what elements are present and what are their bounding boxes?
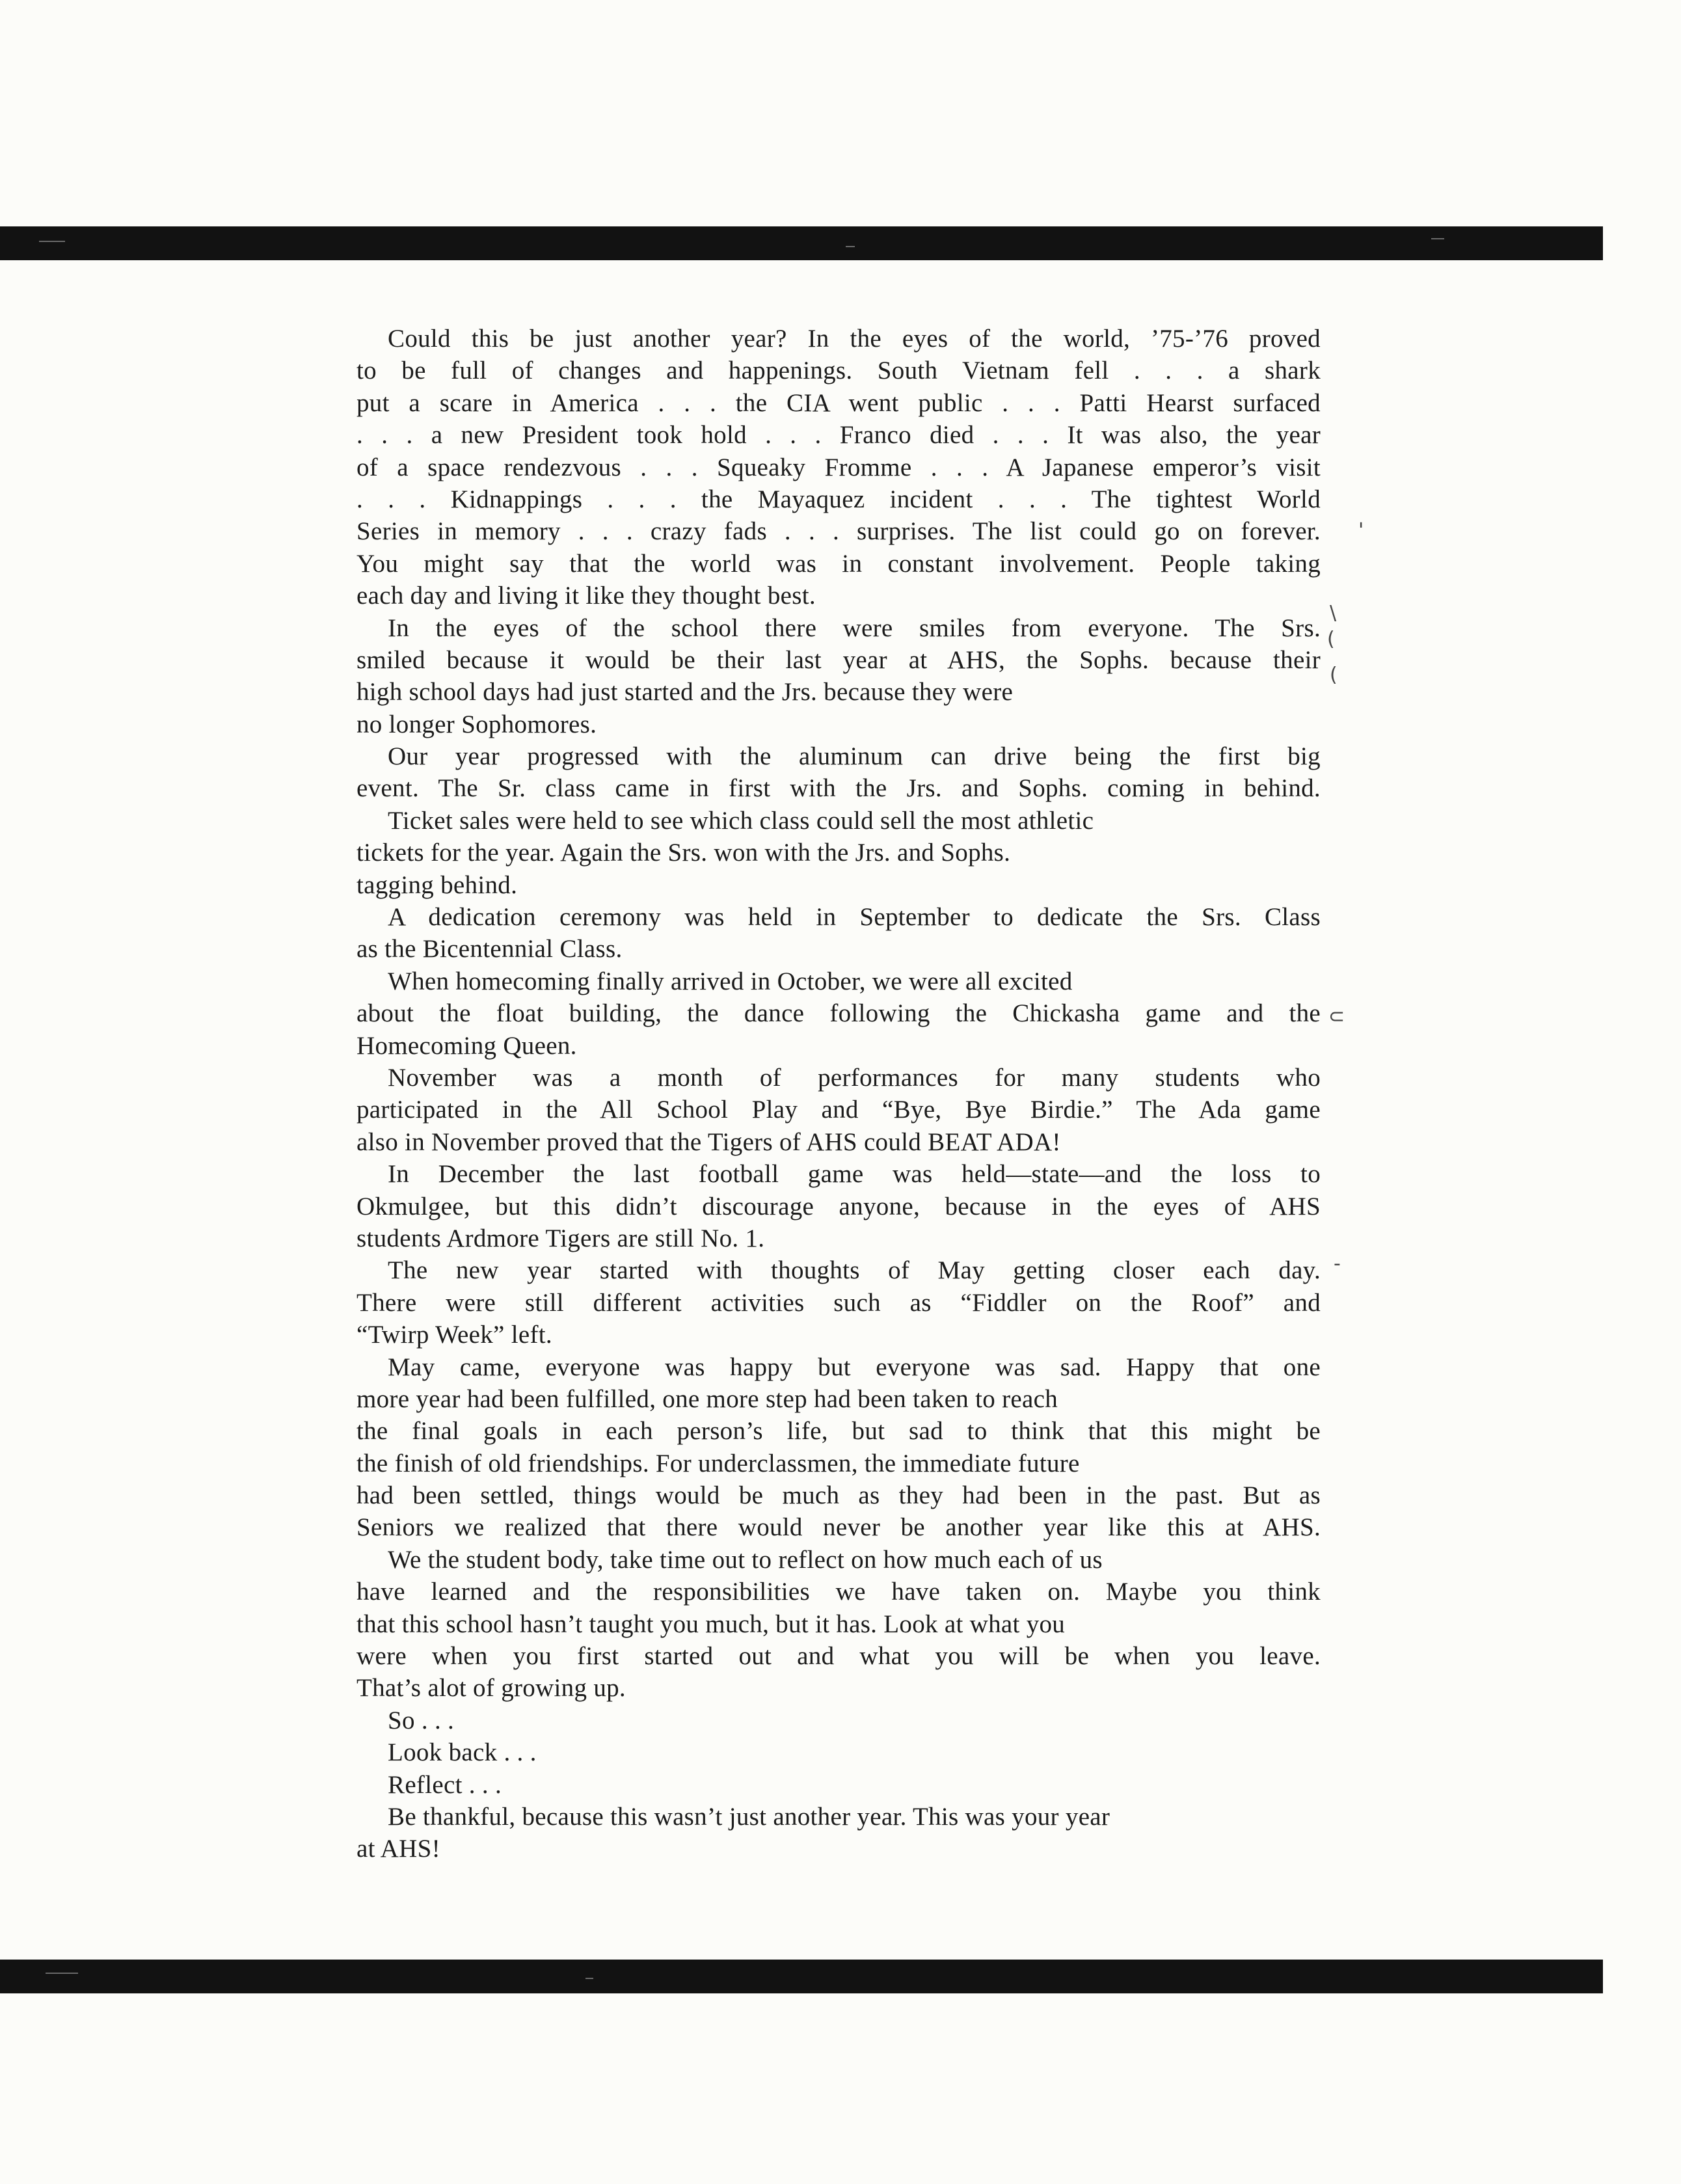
top-black-bar [0, 226, 1603, 260]
text-line: tagging behind. [356, 870, 518, 899]
text-line: event. The Sr. class came in first with the Jrs. and Sophs. coming in behind. [356, 774, 1321, 803]
text-line: more year had been fulfilled, one more step had been taken to reach [356, 1384, 1058, 1413]
text-line: the final goals in each person’s life, but sad to think that this might be [356, 1417, 1321, 1446]
text-line: Seniors we realized that there would never be another year like this at AHS. [356, 1513, 1321, 1542]
text-line: Ticket sales were held to see which class could sell the most athletic [388, 806, 1094, 835]
text-line: of a space rendezvous . . . Squeaky Fromme . . . A Japanese emperor’s visit [356, 453, 1321, 481]
margin-mark: ( [1327, 628, 1335, 651]
text-line: students Ardmore Tigers are still No. 1. [356, 1224, 765, 1252]
text-line: Okmulgee, but this didn’t discourage anyone, because in the eyes of AHS [356, 1192, 1321, 1220]
text-line: Homecoming Queen. [356, 1031, 577, 1060]
margin-mark: ' [1358, 519, 1364, 542]
text-line: There were still different activities such as “Fiddler on the Roof” and [356, 1288, 1321, 1317]
text-line: put a scare in America . . . the CIA went public . . . Patti Hearst surfaced [356, 388, 1321, 417]
text-line: to be full of changes and happenings. South Vietnam fell . . . a shark [356, 357, 1321, 385]
text-line: as the Bicentennial Class. [356, 935, 623, 964]
text-line: Our year progressed with the aluminum can drive being the first big [388, 742, 1321, 771]
margin-mark: \ [1330, 602, 1337, 625]
text-line: . . . a new President took hold . . . Franco died . . . It was also, the year [356, 421, 1321, 450]
text-line: high school days had just started and the Jrs. because they were [356, 678, 1014, 707]
text-line: also in November proved that the Tigers of AHS could BEAT ADA! [356, 1127, 1061, 1156]
text-line: smiled because it would be their last year at AHS, the Sophs. because their [356, 645, 1321, 674]
text-line: You might say that the world was in constant involvement. People taking [356, 549, 1321, 578]
body-text [356, 323, 1321, 1865]
text-line: have learned and the responsibilities we have taken on. Maybe you think [356, 1578, 1321, 1606]
text-line: participated in the All School Play and “Bye, Bye Birdie.” The Ada game [356, 1096, 1321, 1124]
margin-mark: ⊂ [1328, 1005, 1345, 1028]
text-line: November was a month of performances for many students who [388, 1063, 1321, 1092]
text-line: In December the last football game was held—state—and the loss to [388, 1160, 1321, 1189]
text-line: about the float building, the dance following the Chickasha game and the [356, 999, 1321, 1028]
text-line: no longer Sophomores. [356, 710, 597, 738]
text-line: So . . . [388, 1706, 455, 1734]
text-line: In the eyes of the school there were smiles from everyone. The Srs. [388, 613, 1321, 642]
text-line: We the student body, take time out to reflect on how much each of us [388, 1545, 1103, 1574]
text-line: each day and living it like they thought best. [356, 582, 816, 610]
text-line: Be thankful, because this wasn’t just another year. This was your year [388, 1802, 1110, 1831]
text-line: . . . Kidnappings . . . the Mayaquez incident . . . The tightest World [356, 485, 1321, 513]
text-line: “Twirp Week” left. [356, 1321, 552, 1349]
text-line: that this school hasn’t taught you much, but it has. Look at what you [356, 1610, 1066, 1638]
text-line: Look back . . . [388, 1738, 537, 1767]
text-line: Could this be just another year? In the eyes of the world, ’75-’76 proved [388, 325, 1321, 353]
text-line: May came, everyone was happy but everyone was sad. Happy that one [388, 1353, 1321, 1381]
text-line: Series in memory . . . crazy fads . . . surprises. The list could go on forever. [356, 517, 1321, 546]
text-line: Reflect . . . [388, 1770, 502, 1799]
bottom-black-bar [0, 1960, 1603, 1993]
margin-mark: ( [1330, 664, 1338, 686]
margin-mark: - [1334, 1252, 1341, 1275]
text-line: were when you first started out and what you will be when you leave. [356, 1642, 1321, 1671]
text-line: the finish of old friendships. For underclassmen, the immediate future [356, 1449, 1080, 1477]
text-line: The new year started with thoughts of May getting closer each day. [388, 1256, 1321, 1285]
text-line: had been settled, things would be much as they had been in the past. But as [356, 1481, 1321, 1510]
text-line: A dedication ceremony was held in September to dedicate the Srs. Class [388, 903, 1321, 932]
text-line: That’s alot of growing up. [356, 1674, 626, 1703]
text-line: When homecoming finally arrived in October, we were all excited [388, 967, 1073, 995]
text-line: tickets for the year. Again the Srs. won with the Jrs. and Sophs. [356, 839, 1011, 867]
text-line: at AHS! [356, 1835, 440, 1863]
